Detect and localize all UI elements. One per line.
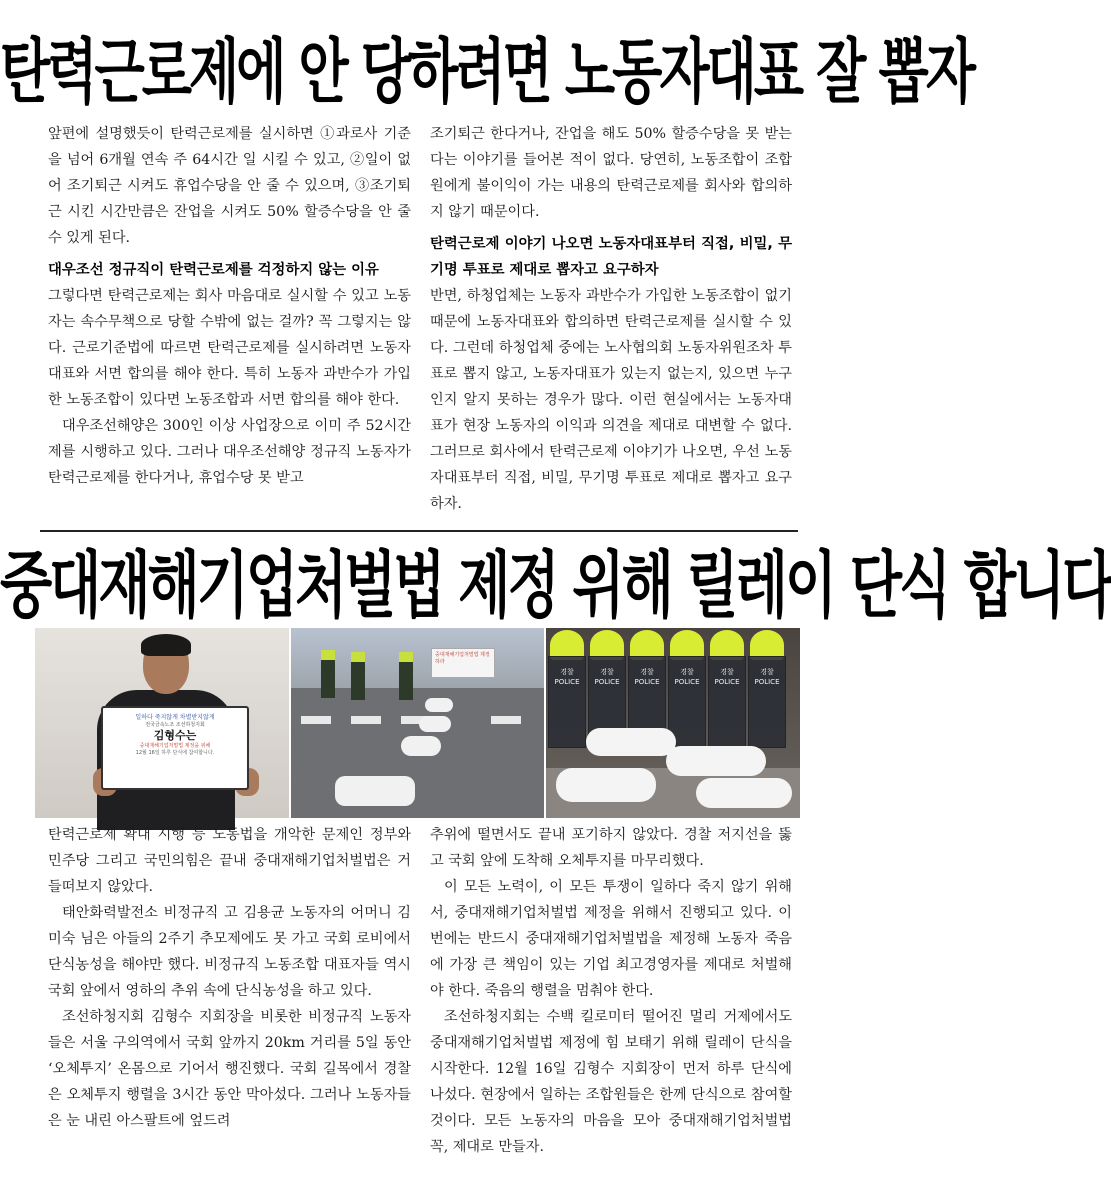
photo-hunger-strike-portrait [35,628,289,818]
road-stripe [351,716,381,724]
shield-text: 경찰 POLICE [554,668,580,686]
shield-text: 경찰 POLICE [674,668,700,686]
article1-paragraph: 그렇다면 탄력근로제는 회사 마음대로 실시할 수 있고 노동자는 속수무책으로 당할 수밖에 없는 걸까? 꼭 그렇지는 않다. 근로기준법에 따르면 탄력근로제를 실시하려면 노동자대표와 서면 합의를 해야 한다. 특히 노동자 과반수가 가입한 노동조합이 있다면 노동조합과 서면 합의를 해야 한다. [48,288,411,408]
article1-subheading: 탄력근로제 이야기 나오면 노동자대표부터 직접, 비밀, 무기명 투표로 제대로 뽑자고 요구하자 [430,236,792,278]
police-shield [708,656,746,748]
prostrate-marcher [696,778,792,808]
article1-column-right [430,121,792,521]
article2-paragraph: 태안화력발전소 비정규직 고 김용균 노동자의 어머니 김미숙 님은 아들의 2주기 추모제에도 못 가고 국회 로비에서 단식농성을 해야만 했다. 비정규직 노동조합 대표자들 역시 국회 앞에서 영하의 추위 속에 단식농성을 하고 있다. [48,905,411,999]
prostrate-marcher [425,698,453,712]
police-shield [548,656,586,748]
shield-text: 경찰 POLICE [634,668,660,686]
prostrate-marcher [419,716,451,732]
shield-text: 경찰 POLICE [754,668,780,686]
article2-paragraph: 탄력근로제 확대 시행 등 노동법을 개악한 문제인 정부와 민주당 그리고 국민의힘은 끝내 중대재해기업처벌법은 거들떠보지 않았다. [48,827,411,895]
article1-paragraph: 앞편에 설명했듯이 탄력근로제를 실시하면 ①과로사 기준을 넘어 6개월 연속 주 64시간 일 시킬 수 있고, ②일이 없어 조기퇴근 시켜도 휴업수당을 안 줄 수 있으며, ③조기퇴근 시킨 시간만큼은 잔업을 시켜도 50% 할증수당을 안 줄 수 있게 된다. [48,126,411,246]
prostrate-marcher [335,776,415,806]
protest-banner [431,648,495,678]
police-officer [399,652,413,700]
article1-column-left [48,121,411,521]
police-officer [351,652,365,700]
photo-prostrate-march [291,628,544,818]
banner-text: 중대재해기업처벌법 제정하라 [435,652,490,665]
article2-paragraph: 이 모든 노력이, 이 모든 투쟁이 일하다 죽지 않기 위해서, 중대재해기업처벌법 제정을 위해서 진행되고 있다. 이번에는 반드시 중대재해기업처벌법을 제정해 노동자 죽음에 가장 큰 책임이 있는 기업 최고경영자를 제대로 처벌해야 한다. 죽음의 행렬을 멈춰야 한다. [430,879,792,999]
shield-text: 경찰 POLICE [594,668,620,686]
article2-column-left [48,822,411,1172]
photo-protest-sign [101,706,249,790]
article1-subheading: 대우조선 정규직이 탄력근로제를 걱정하지 않는 이유 [48,262,379,278]
police-officer [321,650,335,698]
article1-paragraph: 반면, 하청업체는 노동자 과반수가 가입한 노동조합이 없기 때문에 노동자대표와 합의하면 탄력근로제를 실시할 수 있다. 그런데 하청업체 중에는 노사협의회 노동자위원조차 투표로 뽑지 않고, 노동자대표가 있는지 없는지, 있으면 누구인지 알지 못하는 경우가 많다. 이런 현실에서는 노동자대표가 현장 노동자의 이익과 의견을 제대로 대변할 수 없다. 그러므로 회사에서 탄력근로제 이야기가 나오면, 우선 노동자대표부터 직접, 비밀, 무기명 투표로 제대로 뽑자고 요구하자. [430,288,792,512]
police-shield [748,656,786,748]
prostrate-marcher [586,728,676,756]
article2-paragraph: 추위에 떨면서도 끝내 포기하지 않았다. 경찰 저지선을 뚫고 국회 앞에 도착해 오체투지를 마무리했다. [430,827,792,869]
article1-paragraph: 대우조선해양은 300인 이상 사업장으로 이미 주 52시간제를 시행하고 있다. 그러나 대우조선해양 정규직 노동자가 탄력근로제를 한다거나, 휴업수당 못 받고 [48,418,411,486]
shield-text: 경찰 POLICE [714,668,740,686]
sign-date: 12월 16일 하루 단식에 참여합니다. [135,750,215,756]
road-stripe [301,716,331,724]
prostrate-marcher [401,736,441,756]
sign-union: 전국금속노조 조선하청지회 [145,722,205,728]
sign-name: 김형수는 [153,729,197,742]
sign-slogan: 일하다 죽지않게 차별받지않게 [135,714,215,721]
prostrate-marcher [666,746,766,776]
road-stripe [491,716,521,724]
prostrate-marcher [556,768,656,802]
photo-police-line [546,628,800,818]
sign-purpose: 중대재해기업처벌법 제정을 위해 [139,743,211,749]
article2-column-right [430,822,792,1172]
photo-person-hair [141,634,191,656]
article1-paragraph: 조기퇴근 한다거나, 잔업을 해도 50% 할증수당을 못 받는다는 이야기를 들어본 적이 없다. 당연히, 노동조합이 조합원에게 불이익이 가는 내용의 탄력근로제를 회사와 합의하지 않기 때문이다. [430,126,792,220]
article2-paragraph: 조선하청지회는 수백 킬로미터 떨어진 멀리 거제에서도 중대재해기업처벌법 제정에 힘 보태기 위해 릴레이 단식을 시작한다. 12월 16일 김형수 지회장이 먼저 하루 단식에 나섰다. 현장에서 일하는 조합원들은 한께 단식으로 참여할 것이다. 모든 노동자의 마음을 모아 중대재해기업처벌법 꼭, 제대로 만들자. [430,1009,792,1155]
headline-bottom: 중대재해기업처벌법 제정 위해 릴레이 단식 합니다 [0,542,1111,628]
headline-top: 탄력근로제에 안 당하려면 노동자대표 잘 뽑자 [0,32,973,114]
article2-paragraph: 조선하청지회 김형수 지회장을 비롯한 비정규직 노동자들은 서울 구의역에서 국회 앞까지 20km 거리를 5일 동안 ‘오체투지’ 온몸으로 기어서 행진했다. 국회 길목에서 경찰은 오체투지 행렬을 3시간 동안 막아섰다. 그러나 노동자들은 눈 내린 아스팔트에 엎드려 [48,1009,411,1129]
